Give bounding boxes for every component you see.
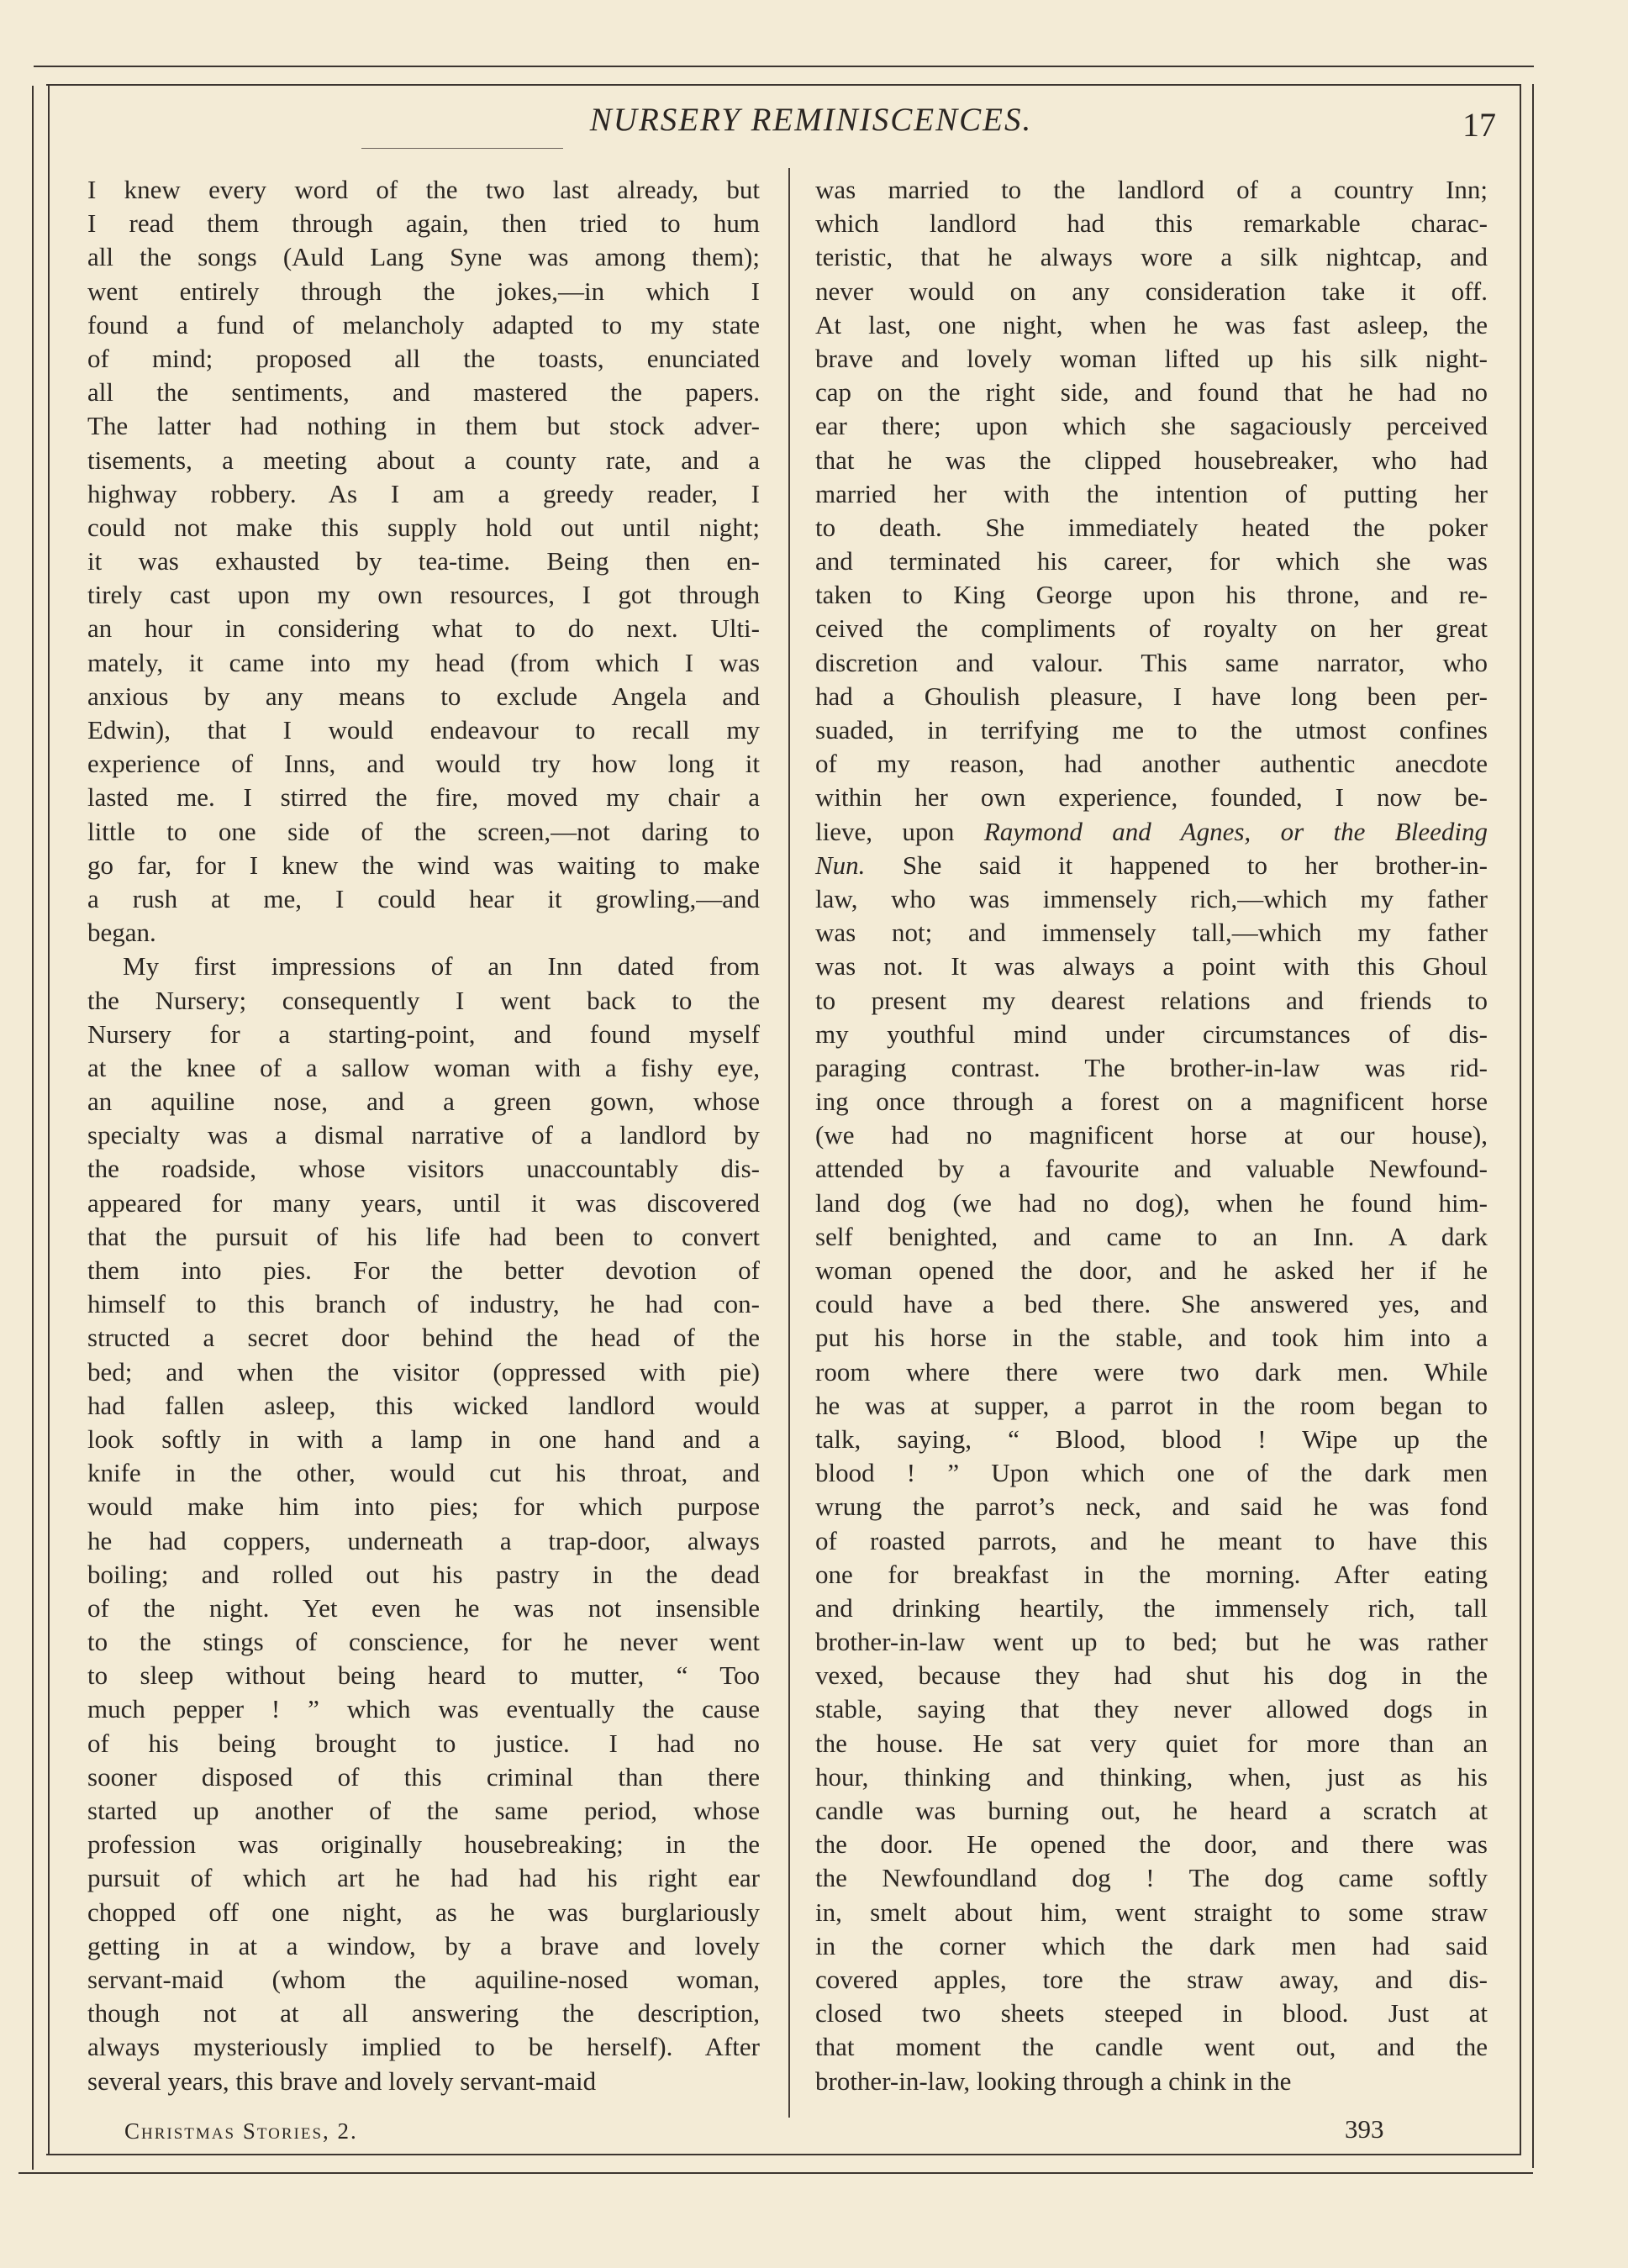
running-head: NURSERY REMINISCENCES. <box>589 102 1033 138</box>
text-line: brother-in-law went up to bed; but he was rather <box>815 1627 1488 1657</box>
text-line: could not make this supply hold out until night; <box>87 512 760 542</box>
text-line: was married to the landlord of a country Inn; <box>815 175 1488 204</box>
text-line: began. <box>87 918 156 948</box>
text-line: found a fund of melancholy adapted to my state <box>87 309 760 339</box>
text-line: Edwin), that I would endeavour to recall my <box>87 715 760 745</box>
text-line: which landlord had this remarkable charac- <box>815 208 1488 239</box>
text-line: would make him into pies; for which purpose <box>87 1492 760 1522</box>
text-line: himself to this branch of industry, he had con- <box>87 1289 760 1319</box>
text-line: sooner disposed of this criminal than there <box>87 1761 760 1792</box>
text-line: them into pies. For the better devotion of <box>87 1255 760 1285</box>
text-line: the roadside, whose visitors unaccountably dis- <box>87 1154 760 1184</box>
text-line: hour, thinking and thinking, when, just as his <box>815 1761 1488 1792</box>
text-line: paraging contrast. The brother-in-law was rid- <box>815 1052 1488 1082</box>
text-line: At last, one night, when he was fast asleep, the <box>815 309 1488 339</box>
text-line: of my reason, had another authentic anecdote <box>815 749 1488 779</box>
text-line: discretion and valour. This same narrator, who <box>815 647 1488 677</box>
text-line: look softly in with a lamp in one hand and a <box>87 1423 760 1454</box>
text-line: room where there were two dark men. While <box>815 1356 1488 1387</box>
text-line: married her with the intention of putting her <box>815 478 1488 508</box>
text-line: brave and lovely woman lifted up his silk night- <box>815 343 1488 373</box>
text-line: started up another of the same period, whose <box>87 1796 760 1825</box>
text-line: attended by a favourite and valuable Newfound- <box>815 1154 1488 1184</box>
text-line: anxious by any means to exclude Angela and <box>87 681 760 711</box>
text-line: law, who was immensely rich,—which my father <box>815 883 1488 913</box>
text-line: to sleep without being heard to mutter, “ Too <box>87 1660 760 1691</box>
text-line: went entirely through the jokes,—in which I <box>87 276 760 306</box>
text-line: and terminated his career, for which she was <box>815 546 1488 576</box>
text-line: all the sentiments, and mastered the papers. <box>87 377 760 408</box>
left-column <box>87 173 760 2098</box>
text-line: the door. He opened the door, and there was <box>815 1829 1488 1860</box>
text-line: the Nursery; consequently I went back to the <box>87 985 760 1015</box>
text-line: tirely cast upon my own resources, I got through <box>87 580 760 610</box>
text-line: within her own experience, founded, I now be- <box>815 782 1488 813</box>
text-line: Nursery for a starting-point, and found myself <box>87 1018 760 1049</box>
text-line: blood ! ” Upon which one of the dark men <box>815 1458 1488 1488</box>
text-line: that the pursuit of his life had been to convert <box>87 1221 760 1251</box>
text-line: Nun. She said it happened to her brother-in- <box>815 850 1488 880</box>
text-line: of the night. Yet even he was not insensible <box>87 1592 760 1623</box>
text-line: it was exhausted by tea-time. Being then en- <box>87 546 760 576</box>
text-line: (we had no magnificent horse at our house), <box>815 1120 1488 1150</box>
text-line: taken to King George upon his throne, and re- <box>815 580 1488 610</box>
frame-rule-top-inner <box>46 84 1521 86</box>
text-line: of his being brought to justice. I had no <box>87 1728 760 1758</box>
frame-rule-right-outer <box>1532 84 1534 2168</box>
text-line: specialty was a dismal narrative of a landlord by <box>87 1120 760 1150</box>
text-line: that he was the clipped housebreaker, who had <box>815 445 1488 475</box>
right-column <box>815 173 1488 2098</box>
text-line: highway robbery. As I am a greedy reader, I <box>87 478 760 508</box>
column-divider <box>788 168 790 2118</box>
frame-rule-bottom-outer <box>18 2172 1533 2174</box>
header-underline <box>361 148 563 149</box>
text-line: knife in the other, would cut his throat, and <box>87 1458 760 1488</box>
italic-title: Nun. <box>815 850 866 880</box>
text-line: was not. It was always a point with this Ghoul <box>815 951 1488 981</box>
text-line: to death. She immediately heated the poker <box>815 512 1488 542</box>
text-line: self benighted, and came to an Inn. A dark <box>815 1221 1488 1251</box>
text-line: the house. He sat very quiet for more than an <box>815 1728 1488 1758</box>
text-line: covered apples, tore the straw away, and dis- <box>815 1964 1488 1994</box>
text-line: cap on the right side, and found that he had no <box>815 377 1488 408</box>
text-line: he was at supper, a parrot in the room began to <box>815 1390 1488 1420</box>
text-line: bed; and when the visitor (oppressed with pie) <box>87 1356 760 1387</box>
page-number: 17 <box>1462 106 1496 144</box>
text-line: an aquiline nose, and a green gown, whose <box>87 1087 760 1117</box>
text-line: had fallen asleep, this wicked landlord would <box>87 1390 760 1420</box>
text-line: ceived the compliments of royalty on her great <box>815 613 1488 644</box>
text-line: of roasted parrots, and he meant to have this <box>815 1525 1488 1555</box>
text-line: chopped off one night, as he was burglariously <box>87 1897 760 1927</box>
text-line: lasted me. I stirred the fire, moved my chair a <box>87 782 760 813</box>
text-line: to the stings of conscience, for he never went <box>87 1627 760 1657</box>
text-line: woman opened the door, and he asked her if he <box>815 1255 1488 1285</box>
text-line: and drinking heartily, the immensely rich, tall <box>815 1592 1488 1623</box>
text-line: boiling; and rolled out his pastry in the dead <box>87 1559 760 1589</box>
text-line: structed a secret door behind the head of the <box>87 1323 760 1353</box>
text-line: profession was originally housebreaking; in the <box>87 1829 760 1860</box>
text-line: vexed, because they had shut his dog in the <box>815 1660 1488 1691</box>
text-line: that moment the candle went out, and the <box>815 2032 1488 2062</box>
text-line: servant-maid (whom the aquiline-nosed woman, <box>87 1964 760 1994</box>
text-line: never would on any consideration take it off. <box>815 276 1488 306</box>
text-line: stable, saying that they never allowed dogs in <box>815 1694 1488 1724</box>
text-line: though not at all answering the description, <box>87 1998 760 2029</box>
text-line: I knew every word of the two last already, but <box>87 175 760 204</box>
frame-rule-bottom-inner <box>46 2154 1521 2155</box>
text-line: in the corner which the dark men had said <box>815 1930 1488 1960</box>
text-line: had a Ghoulish pleasure, I have long been per- <box>815 681 1488 711</box>
text-line: much pepper ! ” which was eventually the cause <box>87 1694 760 1724</box>
text-line: suaded, in terrifying me to the utmost confines <box>815 715 1488 745</box>
text-line: an hour in considering what to do next. Ulti- <box>87 613 760 644</box>
text-line: land dog (we had no dog), when he found him- <box>815 1187 1488 1218</box>
text-line: teristic, that he always wore a silk nightcap, and <box>815 242 1488 272</box>
text-line: the Newfoundland dog ! The dog came softly <box>815 1863 1488 1893</box>
text-line: put his horse in the stable, and took him into a <box>815 1323 1488 1353</box>
text-line: candle was burning out, he heard a scratch at <box>815 1796 1488 1825</box>
text-line: at the knee of a sallow woman with a fishy eye, <box>87 1052 760 1082</box>
text-line: getting in at a window, by a brave and lovely <box>87 1930 760 1960</box>
text-line: brother-in-law, looking through a chink in the <box>815 2065 1292 2096</box>
text-line: I read them through again, then tried to hum <box>87 208 760 239</box>
italic-title: Raymond and Agnes, or the Bleeding <box>983 816 1488 846</box>
text-line: all the songs (Auld Lang Syne was among them); <box>87 242 760 272</box>
text-line: mately, it came into my head (from which I was <box>87 647 760 677</box>
text-line: always mysteriously implied to be herself). After <box>87 2032 760 2062</box>
text-line: lieve, upon Raymond and Agnes, or the Bleeding <box>815 816 1488 846</box>
text-line: go far, for I knew the wind was waiting to make <box>87 850 760 880</box>
text-line: he had coppers, underneath a trap-door, always <box>87 1525 760 1555</box>
text-line: my youthful mind under circumstances of dis- <box>815 1018 1488 1049</box>
frame-rule-left-inner <box>48 84 50 2155</box>
text-line: could have a bed there. She answered yes, and <box>815 1289 1488 1319</box>
text-line: The latter had nothing in them but stock adver- <box>87 411 760 441</box>
text-line: appeared for many years, until it was discovered <box>87 1187 760 1218</box>
frame-rule-top-outer <box>34 66 1534 67</box>
text-line: in, smelt about him, went straight to some straw <box>815 1897 1488 1927</box>
text-line: ear there; upon which she sagaciously perceived <box>815 411 1488 441</box>
text-line: talk, saying, “ Blood, blood ! Wipe up the <box>815 1423 1488 1454</box>
text-line: was not; and immensely tall,—which my father <box>815 918 1488 948</box>
footer-signature: Christmas Stories, 2. <box>124 2118 358 2144</box>
text-line: tisements, a meeting about a county rate, and a <box>87 445 760 475</box>
frame-rule-left-outer <box>32 86 34 2170</box>
footer-folio: 393 <box>1345 2114 1384 2144</box>
text-line: pursuit of which art he had had his right ear <box>87 1863 760 1893</box>
text-line: closed two sheets steeped in blood. Just at <box>815 1998 1488 2029</box>
text-line: of mind; proposed all the toasts, enunciated <box>87 343 760 373</box>
text-line: little to one side of the screen,—not daring to <box>87 816 760 846</box>
frame-rule-right-inner <box>1520 84 1521 2155</box>
text-line: wrung the parrot’s neck, and said he was fond <box>815 1492 1488 1522</box>
text-line: a rush at me, I could hear it growling,—and <box>87 883 760 913</box>
text-line: to present my dearest relations and friends to <box>815 985 1488 1015</box>
text-line: experience of Inns, and would try how long it <box>87 749 760 779</box>
text-line: one for breakfast in the morning. After eating <box>815 1559 1488 1589</box>
text-line: My first impressions of an Inn dated from <box>123 951 760 981</box>
text-line: ing once through a forest on a magnificent horse <box>815 1087 1488 1117</box>
text-line: several years, this brave and lovely servant-maid <box>87 2065 597 2096</box>
